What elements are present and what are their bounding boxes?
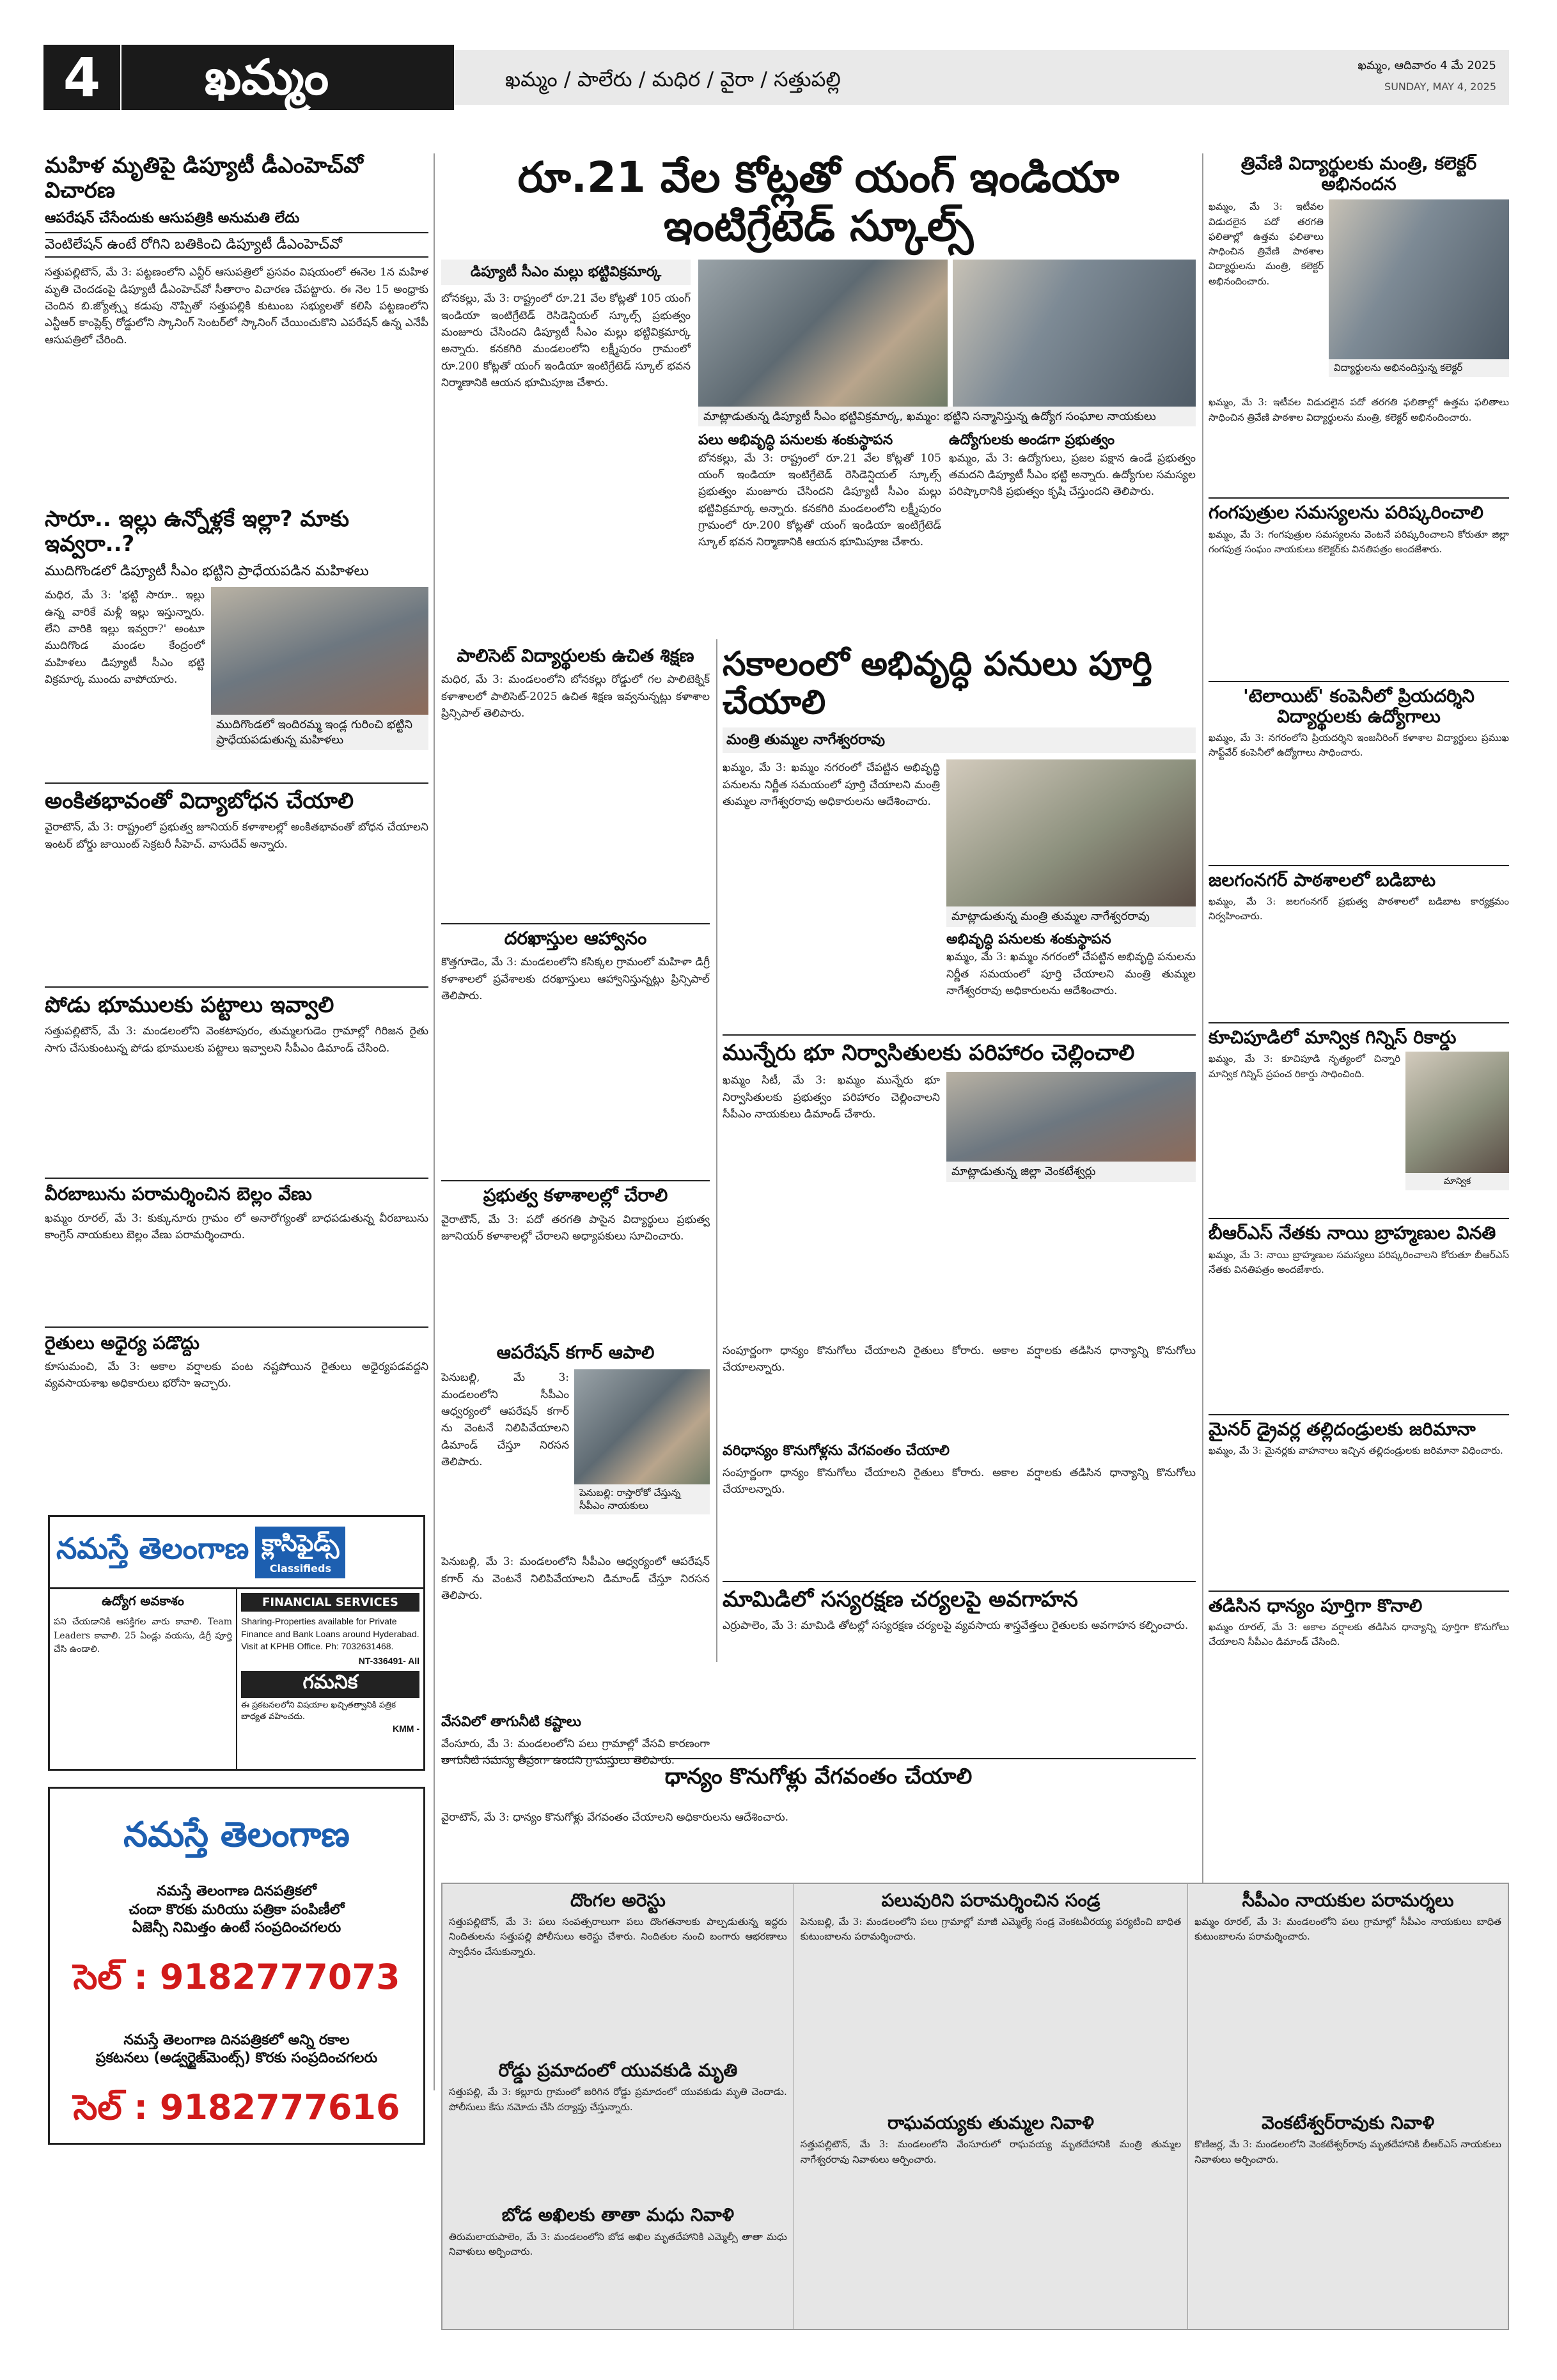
article-body: సత్తుపల్లిటౌన్, మే 3: పలు సంపత్సరాలుగా పలు దొంగతనాలకు పాల్పడుతున్న ఇద్దరు నిందితులను సత్తుపల్లి పోలీసులు అరెస్టు చేశారు. నిందితుల నుంచి బంగారు ఆభరణాలు స్వాధీనం చేసుకున్నారు.: [449, 1916, 787, 1957]
news-photo: [953, 260, 1196, 407]
page-number: 4: [43, 45, 120, 110]
article-headline: పాలిసెట్ విద్యార్థులకు ఉచిత శిక్షణ: [457, 646, 694, 666]
ad-banner-en: Classifieds: [269, 1562, 331, 1575]
news-photo: [211, 587, 428, 715]
ad-line: చందా కొరకు మరియు పత్రికా పంపిణీలో: [129, 1901, 345, 1918]
ad-paper-name: నమస్తే తెలంగాణ: [56, 1531, 249, 1566]
classified-ad: [48, 1515, 425, 1771]
photo-caption: మాట్లాడుతున్న మంత్రి తుమ్మల నాగేశ్వరరావు: [946, 906, 1196, 926]
article-headline: మున్నేరు భూ నిర్వాసితులకు పరిహారం చెల్లించాలి: [723, 1034, 1196, 1066]
article-body: వేంసూరు, మే 3: మండలంలోని పలు గ్రామాల్లో వేసవి కారణంగా తాగునీటి సమస్య తీవ్రంగా ఉందని గ్రామస్తులు తెలిపారు.: [441, 1737, 710, 1768]
article-headline: సీపీఎం నాయకుల పరామర్శలు: [1242, 1890, 1454, 1911]
lead-byline: డిప్యూటీ సీఎం మల్లు భట్టివిక్రమార్క: [441, 260, 691, 286]
date-english: SUNDAY, MAY 4, 2025: [1384, 81, 1496, 93]
article-headline: అంకితభావంతో విద్యాబోధన చేయాలి: [45, 782, 428, 814]
article-body: ఖమ్మం, మే 3: ఇటీవల విడుదలైన పదో తరగతి ఫలితాల్లో ఉత్తమ ఫలితాలు సాధించిన త్రివేణి పాఠశాల విద్యార్థులను మంత్రి, కలెక్టర్ అభినందించారు.: [1209, 201, 1324, 287]
ad-paper-name: నమస్తే తెలంగాణ: [123, 1814, 350, 1855]
article-headline: బీఆర్ఎస్ నేతకు నాయి బ్రాహ్మణుల వినతి: [1209, 1218, 1509, 1243]
article-body: మధిర, మే 3: 'భట్టి సారూ.. ఇల్లు ఉన్న వారికే మళ్లీ ఇల్లు ఇస్తున్నారు. లేని వారికి ఇల్లు ఇవ్వరా?' అంటూ ముదిగొండ మండల కేంద్రంలో మహిళలు డిప్యూటీ సీఎం భట్టి విక్రమార్క ముందు వాపోయారు.: [45, 589, 205, 686]
article-body: తిరుమలాయపాలెం, మే 3: మండలంలోని బోడ అఖిల మృతదేహానికి ఎమ్మెల్సీ తాతా మధు నివాళులు అర్పించారు.: [449, 2230, 787, 2257]
article-body: ఎర్రుపాలెం, మే 3: మామిడి తోటల్లో సస్యరక్షణ చర్యలపై వ్యవసాయ శాస్త్రవేత్తలు రైతులకు అవగాహన కల్పించారు.: [723, 1619, 1189, 1632]
article-headline: పలువురిని పరామర్శించిన సండ్ర: [881, 1890, 1100, 1911]
lead-body: ఖమ్మం, మే 3: ఉద్యోగులు, ప్రజల పక్షాన ఉండే ప్రభుత్వం తమదని డిప్యూటీ సీఎం భట్టి అన్నారు. ఉద్యోగుల సమస్యల పరిష్కారానికి ప్రభుత్వం కృషి చేస్తుందని తెలిపారు.: [949, 451, 1196, 499]
article-body: వైరాటౌన్, మే 3: ధాన్యం కొనుగోళ్లు వేగవంతం చేయాలని అధికారులను ఆదేశించారు.: [441, 1811, 789, 1824]
article-body: వైరాటౌన్, మే 3: పదో తరగతి పాసైన విద్యార్థులు ప్రభుత్వ జూనియర్ కళాశాలల్లో చేరాలని అధ్యాపకులు సూచించారు.: [441, 1213, 710, 1243]
article-body: వైరాటౌన్, మే 3: రాష్ట్రంలో ప్రభుత్వ జూనియర్ కళాశాలల్లో అంకితభావంతో బోధన చేయాలని ఇంటర్ బోర్డు జాయింట్ సెక్రటరీ సీహెచ్. వాసుదేవ్ అన్నారు.: [45, 821, 428, 851]
article-subhead: అభివృద్ధి పనులకు శంకుస్థాపన: [946, 931, 1111, 947]
article-body: కొత్తగూడెం, మే 3: మండలంలోని కసిక్కల గ్రామంలో మహిళా డిగ్రీ కళాశాలలో ప్రవేశాలకు దరఖాస్తులు ఆహ్వానిస్తున్నట్లు ప్రిన్సిపాల్ తెలిపారు.: [441, 956, 710, 1003]
article-headline: మహిళ మృతిపై డిప్యూటీ డీఎంహెచ్‌వో విచారణ: [45, 153, 363, 204]
article-headline: వీరబాబును పరామర్శించిన బెల్లం వేణు: [45, 1178, 428, 1204]
news-photo: [574, 1369, 710, 1484]
article-headline: జలగంనగర్ పాఠశాలలో బడిబాట: [1209, 865, 1509, 891]
article-body: ఖమ్మం, మే 3: కూచిపూడి నృత్యంలో చిన్నారి మాన్విక గిన్నిస్ ప్రపంచ రికార్డు సాధించింది.: [1209, 1053, 1400, 1080]
article-body: సత్తుపల్లిటౌన్, మే 3: మండలంలోని వేంసూరులో రాఘవయ్య మృతదేహానికి మంత్రి తుమ్మల నాగేశ్వరరావు నివాళులు అర్పించారు.: [800, 2138, 1182, 2165]
article-headline: దరఖాస్తుల ఆహ్వానం: [441, 923, 710, 949]
column-rule: [1202, 153, 1203, 2090]
lead-subhead: పలు అభివృద్ధి పనులకు శంకుస్థాపన: [698, 432, 893, 449]
article-subheadline: వెంటిలేషన్ ఉంటే రోగిని బతికించి డిప్యూటీ డీఎంహెచ్‌వో: [45, 232, 428, 258]
section-places: ఖమ్మం / పాలేరు / మధిర / వైరా / సత్తుపల్లి: [505, 67, 841, 91]
jobs-text: పని చేయడానికి ఆసక్తిగల వారు కావాలి. Team Leaders కావాలి. 25 ఏండ్లు వయసు, డిగ్రీ పూర్తి చేసి ఉండాలి.: [54, 1617, 232, 1655]
article-body: ఖమ్మం, మే 3: నగరంలోని ప్రియదర్శిని ఇంజనీరింగ్ కళాశాల విద్యార్థులు ప్రముఖ సాఫ్ట్‌వేర్ కంపెనీలో ఉద్యోగాలు సాధించారు.: [1209, 731, 1509, 759]
article-headline: గంగపుత్రుల సమస్యలను పరిష్కరించాలి: [1209, 497, 1509, 523]
column-left: [45, 153, 428, 1496]
article-banner: [441, 1758, 1196, 1803]
subscription-ad: [48, 1787, 425, 2145]
article-body: సంపూర్ణంగా ధాన్యం కొనుగోలు చేయాలని రైతులు కోరారు. అకాల వర్షాలకు తడిసిన ధాన్యాన్ని కొనుగోలు చేయాలన్నారు.: [723, 1344, 1196, 1374]
photo-caption: మాన్విక: [1405, 1173, 1509, 1190]
article-body: ఖమ్మం, మే 3: ఖమ్మం నగరంలో చేపట్టిన అభివృద్ధి పనులను నిర్ణీత సమయంలో పూర్తి చేయాలని మంత్రి తుమ్మల నాగేశ్వరరావు అధికారులను ఆదేశించారు.: [723, 761, 940, 808]
article-body: ఖమ్మం, మే 3: ఇటీవల విడుదలైన పదో తరగతి ఫలితాల్లో ఉత్తమ ఫలితాలు సాధించిన త్రివేణి పాఠశాల విద్యార్థులను మంత్రి, కలెక్టర్ అభినందించారు.: [1209, 396, 1509, 423]
article-headline: రాఘవయ్యకు తుమ్మల నివాళి: [887, 2112, 1094, 2134]
article-headline: బోడ అఖిలకు తాతా మధు నివాళి: [501, 2204, 735, 2226]
article-headline: 'టెలాయిట్' కంపెనీలో ప్రియదర్శిని విద్యార్థులకు ఉద్యోగాలు: [1209, 681, 1509, 727]
article-body: ఖమ్మం రూరల్, మే 3: అకాల వర్షాలకు తడిసిన ధాన్యాన్ని పూర్తిగా కొనుగోలు చేయాలని సీపీఎం డిమాండ్ చేసింది.: [1209, 1621, 1509, 1648]
ad-phone: సెల్ : 9182777073: [73, 1956, 400, 1997]
column-center-left: [441, 646, 710, 1336]
article-body: ఖమ్మం, మే 3: ఖమ్మం నగరంలో చేపట్టిన అభివృద్ధి పనులను నిర్ణీత సమయంలో పూర్తి చేయాలని మంత్రి తుమ్మల నాగేశ్వరరావు అధికారులను ఆదేశించారు.: [946, 951, 1196, 997]
article-body: సత్తుపల్లి, మే 3: కల్లూరు గ్రామంలో జరిగిన రోడ్డు ప్రమాదంలో యువకుడు మృతి చెందాడు. పోలీసులు కేసు నమోదు చేసి దర్యాప్తు చేస్తున్నారు.: [449, 2086, 787, 2113]
article-body: కూసుమంచి, మే 3: అకాల వర్షాలకు పంట నష్టపోయిన రైతులు అధైర్యపడవద్దని వ్యవసాయశాఖ అధికారులు భరోసా ఇచ్చారు.: [45, 1360, 428, 1390]
bottom-news-box: [441, 1883, 1509, 2330]
finance-code: NT-336491- All: [358, 1655, 419, 1666]
lead-story: [441, 153, 1196, 639]
notice-text: ఈ ప్రకటనలలోని విషయాల ఖచ్చితత్వానికి పత్రిక బాధ్యత వహించదు.: [241, 1700, 396, 1722]
article-subhead: వేసవిలో తాగునీటి కష్టాలు: [441, 1714, 581, 1731]
article-body: ఖమ్మం, మే 3: జలగంనగర్ ప్రభుత్వ పాఠశాలలో బడిబాట కార్యక్రమం నిర్వహించారు.: [1209, 896, 1509, 922]
article-body: మధిర, మే 3: మండలంలోని బోనకల్లు రోడ్డులో గల పాలిటెక్నిక్ కళాశాలలో పాలిసెట్-2025 ఉచిత శిక్షణ ఇవ్వనున్నట్లు కళాశాల ప్రిన్సిపాల్ తెలిపారు.: [441, 673, 710, 720]
article-body: సత్తుపల్లిటౌన్, మే 3: పట్టణంలోని ఎన్టీర్ ఆసుపత్రిలో ప్రసవం విషయంలో ఈనెల 1న మహిళ మృతి చెందడంపై డిప్యూటీ డీఎంహెచ్‌వో సీతారాం విచారణ చేపట్టారు. ఈ నెల 15 అంధ్రాకు చెందిన బి.జ్యోత్స్న కడుపు నొప్పితో సత్తుపల్లికి కుటుంబ సభ్యులతో కలిసి పట్టణంలోని ఎన్టీఆర్ కాంప్లెక్స్ రోడ్డులోని స్కానింగ్ సెంటర్‌లో స్కానింగ్ చేయించుకొని ఎపరేషన్ ఉన్న ఎనేపీ ఆసుపత్రిలో చేరింది.: [45, 266, 428, 346]
news-photo: [946, 759, 1196, 906]
article-body: ఖమ్మం రూరల్, మే 3: కుక్కునూరు గ్రామం లో అనారోగ్యంతో బాధపడుతున్న వీరబాబును కాంగ్రెస్ నాయకులు బెల్లం వేణు పరామర్శించారు.: [45, 1211, 428, 1241]
finance-text: Sharing-Properties available for Private Finance and Bank Loans around Hyderabad. Visit at KPHB Office. Ph: 7032631468.: [241, 1616, 419, 1652]
ad-line: నమస్తే తెలంగాణ దినపత్రికలో అన్ని రకాల: [123, 2032, 350, 2048]
photo-caption: మాట్లాడుతున్న డిప్యూటీ సీఎం భట్టివిక్రమార్క, ఖమ్మం: భట్టిని సన్మానిస్తున్న ఉద్యోగ సంఘాల నాయకులు: [698, 407, 1196, 426]
news-photo: [946, 1072, 1196, 1162]
article-subheadline: ముదిగొండలో డిప్యూటీ సీఎం భట్టిని ప్రాధేయపడిన మహిళలు: [45, 563, 369, 579]
photo-caption: ముదిగొండలో ఇందిరమ్మ ఇండ్ల గురించి భట్టిని ప్రాధేయపడుతున్న మహిళలు: [211, 715, 428, 750]
section-title: ఖమ్మం: [121, 45, 454, 110]
column-center-right: [723, 646, 1196, 1336]
article-headline: మామిడిలో సస్యరక్షణ చర్యలపై అవగాహన: [723, 1581, 1196, 1612]
jobs-title: ఉద్యోగ అవకాశం: [102, 1593, 184, 1608]
article-headline: రైతులు అధైర్య పడొద్దు: [45, 1326, 428, 1353]
lead-subhead: ఉద్యోగులకు అండగా ప్రభుత్వం: [949, 432, 1115, 449]
article-body: పెనుబల్లి, మే 3: మండలంలోని సీపీఎం ఆధ్వర్యంలో ఆపరేషన్ కగార్ ను వెంటనే నిలిపివేయాలని డిమాండ్ చేస్తూ నిరసన తెలిపారు.: [441, 1555, 710, 1602]
article-headline: మైనర్ డ్రైవర్ల తల్లిదండ్రులకు జరిమానా: [1209, 1414, 1509, 1440]
photo-caption: పెనుబల్లి: రాస్తారోకో చేస్తున్న సీపీఎం నాయకులు: [574, 1484, 710, 1514]
article-body: సత్తుపల్లిటౌన్, మే 3: మండలంలోని వెంకటాపురం, తుమ్మలగుడెం గ్రామాల్లో గిరిజన రైతు సాగు చేసుకుంటున్న పోడు భూములకు పట్టాలు ఇవ్వాలని సీపీఎం డిమాండ్ చేసింది.: [45, 1025, 428, 1055]
kmm-code: KMM -: [393, 1723, 419, 1734]
article-headline: దొంగల అరెస్టు: [570, 1890, 666, 1911]
article-headline: ప్రభుత్వ కళాశాలల్లో చేరాలి: [441, 1180, 710, 1206]
article-headline: పోడు భూములకు పట్టాలు ఇవ్వాలి: [45, 986, 428, 1018]
article-body: కొణిజర్ల, మే 3: మండలంలోని వెంకటేశ్వర్‌రావు మృతదేహానికి బీఆర్ఎస్ నాయకులు నివాళులు అర్పించారు.: [1194, 2138, 1501, 2165]
article-headline: త్రివేణి విద్యార్థులకు మంత్రి, కలెక్టర్ అభినందన: [1240, 153, 1477, 195]
photo-caption: విద్యార్థులను అభినందిస్తున్న కలెక్టర్: [1329, 359, 1509, 377]
article-headline: కూచిపూడిలో మాన్విక గిన్నిస్ రికార్డు: [1209, 1022, 1509, 1048]
notice-title: గమనిక: [241, 1671, 419, 1698]
ad-banner: క్లాసిఫైడ్స్: [262, 1530, 340, 1557]
finance-title: FINANCIAL SERVICES: [241, 1593, 419, 1612]
ad-line: ప్రకటనలు (అడ్వర్టైజ్‌మెంట్స్) కొరకు సంప్రదించగలరు: [95, 2050, 378, 2067]
ad-phone: సెల్ : 9182777616: [73, 2087, 400, 2127]
article-byline: మంత్రి తుమ్మల నాగేశ్వరరావు: [723, 727, 1196, 754]
photo-caption: మాట్లాడుతున్న జిల్లా వెంకటేశ్వర్లు: [946, 1162, 1196, 1181]
article-subhead: వరిధాన్యం కొనుగోళ్లను వేగవంతం చేయాలి: [723, 1443, 950, 1459]
article-headline: సకాలంలో అభివృద్ధి పనులు పూర్తి చేయాలి: [723, 646, 1152, 722]
article-headline: ధాన్యం కొనుగోళ్లు వేగవంతం చేయాలి: [664, 1764, 973, 1789]
article-headline: తడిసిన ధాన్యం పూర్తిగా కొనాలి: [1209, 1591, 1509, 1616]
article-body: పెనుబల్లి, మే 3: మండలంలోని సీపీఎం ఆధ్వర్యంలో ఆపరేషన్ కగార్ ను వెంటనే నిలిపివేయాలని డిమాండ్ చేస్తూ నిరసన తెలిపారు.: [441, 1371, 569, 1468]
article-body: ఖమ్మం, మే 3: మైనర్లకు వాహనాలు ఇచ్చిన తల్లిదండ్రులకు జరిమానా విధించారు.: [1209, 1444, 1503, 1456]
lead-body: బోనకల్లు, మే 3: రాష్ట్రంలో రూ.21 వేల కోట్లతో 105 యంగ్ ఇండియా ఇంటిగ్రేటెడ్ రెసిడెన్షియల్ స్కూల్స్ ప్రభుత్వం మంజూరు చేసిందని డిప్యూటీ సీఎం మల్లు భట్టివిక్రమార్క అన్నారు. కనకగిరి మండలంలోని లక్ష్మీపురం గ్రామంలో రూ.200 కోట్లతో యంగ్ ఇండియా ఇంటిగ్రేటెడ్ స్కూల్ భవన నిర్మాణానికి ఆయన భూమిపూజ చేశారు.: [441, 292, 691, 390]
article-body: సంపూర్ణంగా ధాన్యం కొనుగోలు చేయాలని రైతులు కోరారు. అకాల వర్షాలకు తడిసిన ధాన్యాన్ని కొనుగోలు చేయాలన్నారు.: [723, 1466, 1196, 1496]
ad-line: ఏజెన్సీ నిమిత్తం ఉంటే సంప్రదించగలరు: [132, 1920, 341, 1936]
article-headline: రోడ్డు ప్రమాదంలో యువకుడి మృతి: [498, 2060, 738, 2081]
column-rule: [716, 639, 717, 1662]
lead-headline: రూ.21 వేల కోట్లతో యంగ్ ఇండియా ఇంటిగ్రేటెడ్ స్కూల్స్: [517, 153, 1120, 251]
date-telugu: ఖమ్మం, ఆదివారం 4 మే 2025: [1357, 59, 1496, 72]
column-right: [1209, 153, 1509, 2097]
article-subheadline: ఆపరేషన్ చేసేందుకు ఆసుపత్రికి అనుమతి లేదు: [45, 210, 300, 227]
news-photo: [698, 260, 948, 407]
column-center-right-lower: [723, 1342, 1196, 1752]
article-headline: ఆపరేషన్ కగార్ ఆపాలి: [496, 1342, 655, 1363]
article-body: పెనుబల్లి, మే 3: మండలంలోని పలు గ్రామాల్లో మాజీ ఎమ్మెల్యే సండ్ర వెంకటవీరయ్య పర్యటించి బాధిత కుటుంబాలను పరామర్శించారు.: [800, 1916, 1182, 1943]
lead-body: బోనకల్లు, మే 3: రాష్ట్రంలో రూ.21 వేల కోట్లతో 105 యంగ్ ఇండియా ఇంటిగ్రేటెడ్ రెసిడెన్షియల్ స్కూల్స్ ప్రభుత్వం మంజూరు చేసిందని డిప్యూటీ సీఎం మల్లు భట్టివిక్రమార్క అన్నారు. కనకగిరి మండలంలోని లక్ష్మీపురం గ్రామంలో రూ.200 కోట్లతో యంగ్ ఇండియా ఇంటిగ్రేటెడ్ స్కూల్ భవన నిర్మాణానికి ఆయన భూమిపూజ చేశారు.: [698, 451, 941, 549]
column-rule: [434, 153, 435, 2090]
article-body: ఖమ్మం, మే 3: నాయి బ్రాహ్మణుల సమస్యలు పరిష్కరించాలని కోరుతూ బీఆర్ఎస్ నేతకు వినతిపత్రం అందజేశారు.: [1209, 1248, 1509, 1275]
article-headline: వెంకటేశ్వర్‌రావుకు నివాళి: [1262, 2112, 1435, 2134]
article-headline: సారూ.. ఇల్లు ఉన్నోళ్లకే ఇల్లా? మాకు ఇవ్వరా..?: [45, 506, 350, 557]
news-photo: [1329, 199, 1509, 359]
article-body: ఖమ్మం, మే 3: గంగపుత్రుల సమస్యలను వెంటనే పరిష్కరించాలని కోరుతూ జిల్లా గంగపుత్ర సంఘం నాయకులు కలెక్టర్‌కు వినతిపత్రం అందజేశారు.: [1209, 528, 1509, 555]
article-body: ఖమ్మం సిటీ, మే 3: ఖమ్మం మున్నేరు భూ నిర్వాసితులకు ప్రభుత్వం పరిహారం చెల్లించాలని సీపీఎం నాయకులు డిమాండ్ చేశారు.: [723, 1074, 940, 1121]
ad-line: నమస్తే తెలంగాణ దినపత్రికలో: [157, 1883, 317, 1899]
news-photo: [1405, 1052, 1509, 1173]
article-body: ఖమ్మం రూరల్, మే 3: మండలంలోని పలు గ్రామాల్లో సీపీఎం నాయకులు బాధిత కుటుంబాలను పరామర్శించారు.: [1194, 1916, 1501, 1943]
